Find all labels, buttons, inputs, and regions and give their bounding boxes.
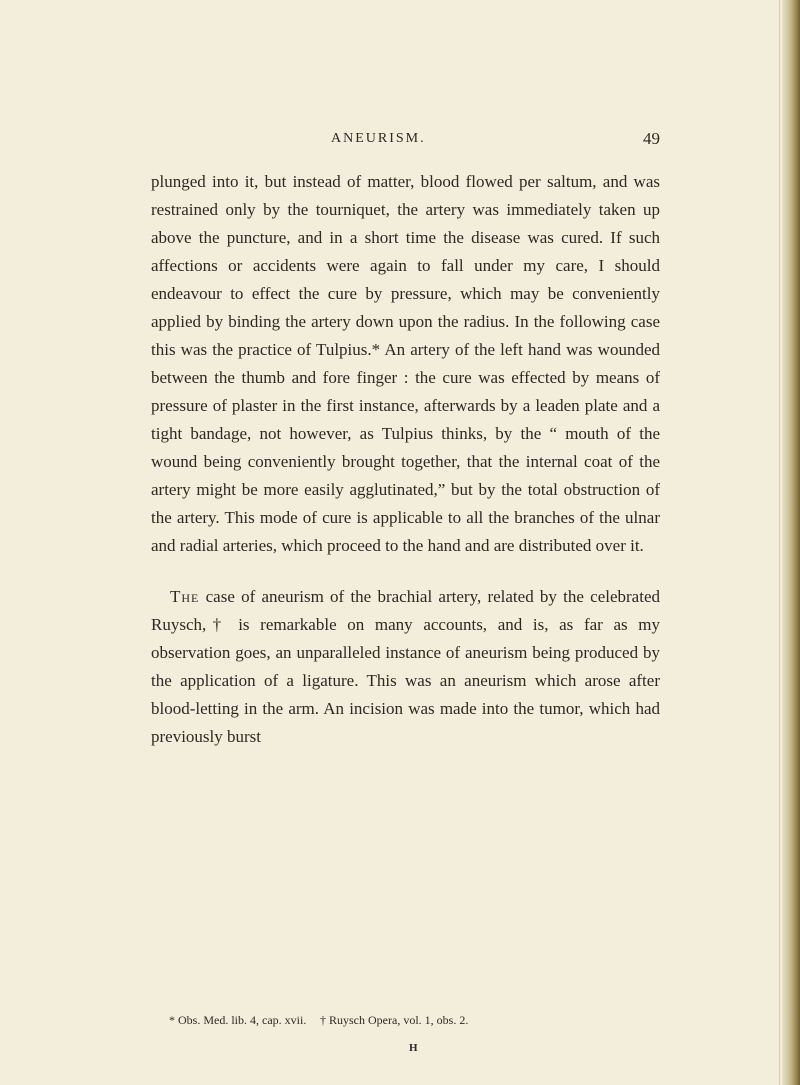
footnote-1: * Obs. Med. lib. 4, cap. xvii. <box>169 1013 307 1027</box>
body-text <box>151 168 660 751</box>
signature-mark: H <box>409 1042 418 1054</box>
paragraph-2-text: case of aneurism of the brachial artery, related by the celebrated Ruysch,† is remarkable on many accounts, and is, as far as my observation goes, an unparalleled instance of aneurism being produced by the application of a ligature. This was an aneurism which arose after blood-letting in the arm. An incision was made into the tumor, which had previously burst <box>151 587 660 746</box>
running-head: ANEURISM. <box>331 131 426 146</box>
paragraph-1: plunged into it, but instead of matter, blood flowed per saltum, and was restrained only by the tourniquet, the artery was immediately taken up above the puncture, and in a short time the disease was cured. If such affections or accidents were again to fall under my care, I should endeavour to effect the cure by pressure, which may be conveniently applied by binding the artery down upon the radius. In the following case this was the practice of Tulpius.* An artery of the left hand was wounded between the thumb and fore finger : the cure was effected by means of pressure of plaster in the first instance, afterwards by a leaden plate and a tight bandage, not however, as Tulpius thinks, by the “ mouth of the wound being conveniently brought together, that the internal coat of the artery might be more easily agglutinated,” but by the total obstruction of the artery. This mode of cure is applicable to all the branches of the ulnar and radial arteries, which proceed to the hand and are distributed over it. <box>151 172 660 555</box>
paragraph-2 <box>151 583 660 751</box>
paragraph-2-lead: The <box>170 587 200 606</box>
page-number: 49 <box>643 129 660 148</box>
book-gutter-edge <box>782 0 800 1085</box>
footnote-2: † Ruysch Opera, vol. 1, obs. 2. <box>320 1013 469 1027</box>
page-edge-shadow <box>779 0 780 1085</box>
